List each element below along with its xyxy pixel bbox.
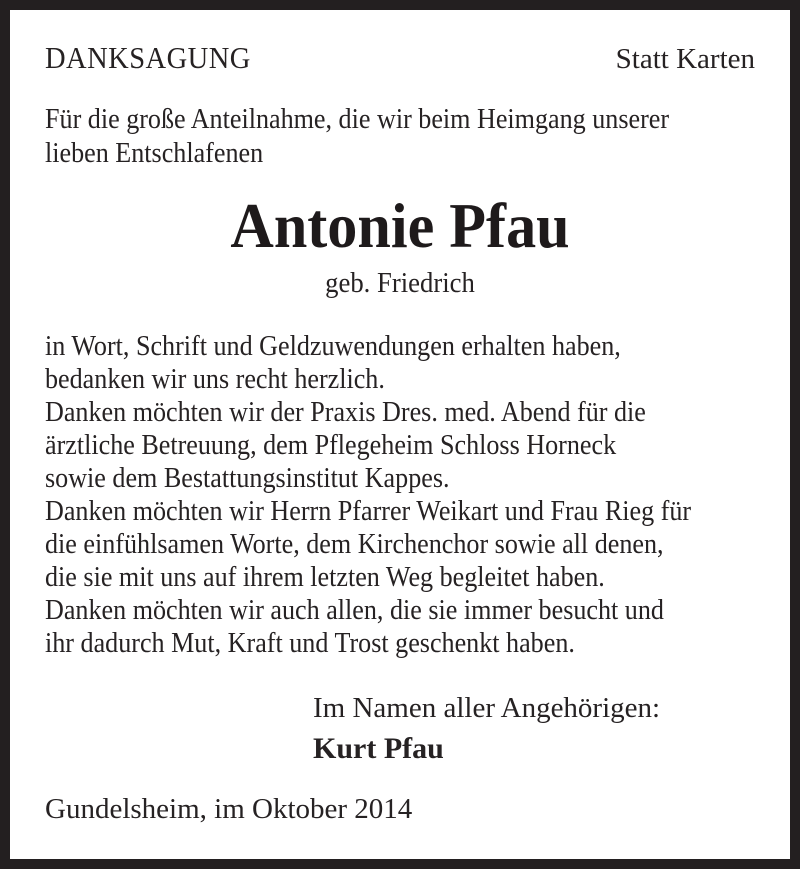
text-line: lieben Entschlafenen [45, 137, 264, 169]
text-line: die sie mit uns auf ihrem letzten Weg begleitet haben. [45, 561, 605, 593]
text-line: sowie dem Bestattungsinstitut Kappes. [45, 462, 450, 494]
text-line: ärztliche Betreuung, dem Pflegeheim Schloss Horneck [45, 429, 617, 461]
closing-lead: Im Namen aller Angehörigen: [313, 692, 661, 724]
maiden-name: geb. Friedrich [325, 267, 475, 299]
closing-block [313, 690, 755, 767]
text-line: die einfühlsamen Worte, dem Kirchenchor sowie all denen, [45, 528, 664, 560]
text-line: Danken möchten wir Herrn Pfarrer Weikart und Frau Rieg für [45, 495, 692, 527]
deceased-name: Antonie Pfau [230, 190, 570, 261]
text-line: Für die große Anteilnahme, die wir beim Heimgang unserer [45, 103, 670, 135]
place-and-date: Gundelsheim, im Oktober 2014 [45, 793, 413, 825]
signatory-name: Kurt Pfau [313, 732, 444, 765]
text-line: in Wort, Schrift und Geldzuwendungen erhalten haben, [45, 330, 621, 362]
notice-content [10, 10, 790, 859]
intro-paragraph [45, 102, 755, 170]
text-line: Danken möchten wir der Praxis Dres. med. Abend für die [45, 396, 646, 428]
notice-kicker: DANKSAGUNG [45, 40, 251, 75]
thanks-paragraph [45, 330, 755, 660]
statt-karten-note: Statt Karten [615, 43, 755, 75]
text-line: Danken möchten wir auch allen, die sie immer besucht und [45, 594, 664, 626]
notice-header [45, 40, 755, 76]
text-line: bedanken wir uns recht herzlich. [45, 363, 385, 395]
text-line: ihr dadurch Mut, Kraft und Trost geschenkt haben. [45, 627, 575, 659]
